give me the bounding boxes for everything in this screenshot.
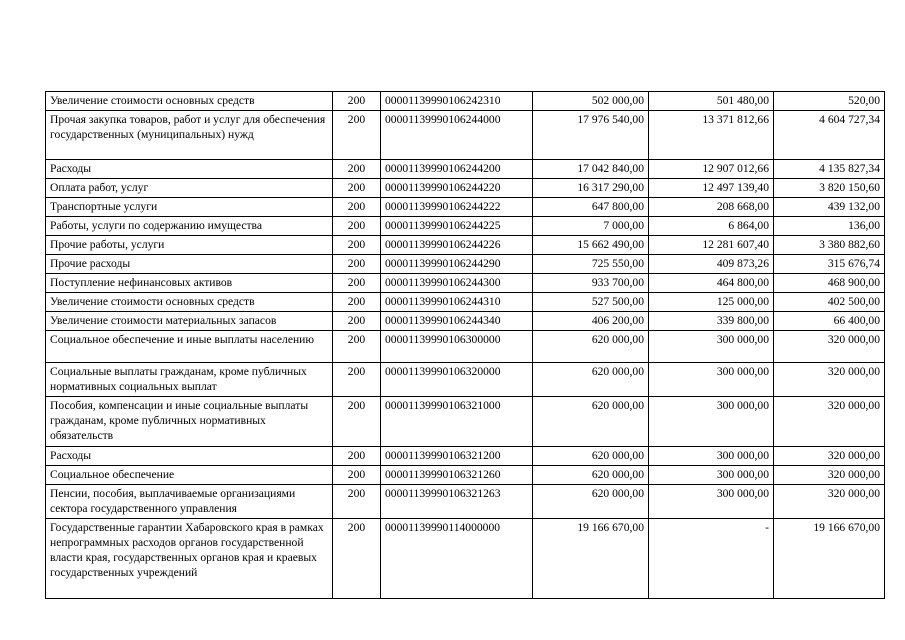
row-unexecuted-cell: 468 900,00 — [774, 274, 885, 293]
row-unexecuted-cell: 3 820 150,60 — [774, 179, 885, 198]
row-code-cell: 200 — [333, 447, 381, 466]
row-executed-cell: 300 000,00 — [649, 331, 774, 363]
table-row — [46, 92, 885, 111]
table-row — [46, 274, 885, 293]
row-name-cell: Социальные выплаты гражданам, кроме публичных нормативных социальных выплат — [46, 363, 333, 397]
row-code-cell: 200 — [333, 312, 381, 331]
row-code-cell: 200 — [333, 519, 381, 599]
table-row — [46, 255, 885, 274]
table-row — [46, 447, 885, 466]
row-approved-cell: 620 000,00 — [533, 397, 649, 447]
row-approved-cell: 7 000,00 — [533, 217, 649, 236]
budget-execution-table — [45, 91, 885, 599]
row-executed-cell: 339 800,00 — [649, 312, 774, 331]
row-code-cell: 200 — [333, 466, 381, 485]
table-row — [46, 485, 885, 519]
row-executed-cell: 12 281 607,40 — [649, 236, 774, 255]
row-unexecuted-cell: 136,00 — [774, 217, 885, 236]
row-executed-cell: - — [649, 519, 774, 599]
row-name-cell: Работы, услуги по содержанию имущества — [46, 217, 333, 236]
row-code-cell: 200 — [333, 397, 381, 447]
row-unexecuted-cell: 402 500,00 — [774, 293, 885, 312]
row-approved-cell: 647 800,00 — [533, 198, 649, 217]
table-row — [46, 179, 885, 198]
row-kbk-cell: 00001139990106244220 — [381, 179, 533, 198]
table-row — [46, 519, 885, 599]
table-row — [46, 198, 885, 217]
row-kbk-cell: 00001139990106244000 — [381, 111, 533, 160]
row-kbk-cell: 00001139990106321260 — [381, 466, 533, 485]
row-unexecuted-cell: 4 135 827,34 — [774, 160, 885, 179]
row-kbk-cell: 00001139990114000000 — [381, 519, 533, 599]
row-kbk-cell: 00001139990106244340 — [381, 312, 533, 331]
row-name-cell: Прочая закупка товаров, работ и услуг для обеспечения государственных (муниципальных) нужд — [46, 111, 333, 160]
row-name-cell: Пенсии, пособия, выплачиваемые организациями сектора государственного управления — [46, 485, 333, 519]
row-approved-cell: 933 700,00 — [533, 274, 649, 293]
row-executed-cell: 300 000,00 — [649, 363, 774, 397]
row-kbk-cell: 00001139990106244300 — [381, 274, 533, 293]
row-name-cell: Пособия, компенсации и иные социальные выплаты гражданам, кроме публичных нормативных обязательств — [46, 397, 333, 447]
row-approved-cell: 19 166 670,00 — [533, 519, 649, 599]
row-unexecuted-cell: 320 000,00 — [774, 485, 885, 519]
row-name-cell: Увеличение стоимости материальных запасов — [46, 312, 333, 331]
row-executed-cell: 300 000,00 — [649, 466, 774, 485]
table-row — [46, 111, 885, 160]
row-executed-cell: 501 480,00 — [649, 92, 774, 111]
row-kbk-cell: 00001139990106300000 — [381, 331, 533, 363]
row-kbk-cell: 00001139990106244200 — [381, 160, 533, 179]
row-unexecuted-cell: 320 000,00 — [774, 331, 885, 363]
row-unexecuted-cell: 320 000,00 — [774, 466, 885, 485]
row-code-cell: 200 — [333, 160, 381, 179]
row-executed-cell: 125 000,00 — [649, 293, 774, 312]
row-name-cell: Транспортные услуги — [46, 198, 333, 217]
row-unexecuted-cell: 320 000,00 — [774, 397, 885, 447]
row-code-cell: 200 — [333, 198, 381, 217]
row-approved-cell: 527 500,00 — [533, 293, 649, 312]
table-row — [46, 293, 885, 312]
row-executed-cell: 13 371 812,66 — [649, 111, 774, 160]
row-executed-cell: 6 864,00 — [649, 217, 774, 236]
row-executed-cell: 409 873,26 — [649, 255, 774, 274]
table-row — [46, 312, 885, 331]
row-approved-cell: 620 000,00 — [533, 331, 649, 363]
row-kbk-cell: 00001139990106320000 — [381, 363, 533, 397]
row-name-cell: Расходы — [46, 447, 333, 466]
row-unexecuted-cell: 320 000,00 — [774, 363, 885, 397]
row-kbk-cell: 00001139990106244222 — [381, 198, 533, 217]
row-code-cell: 200 — [333, 179, 381, 198]
row-executed-cell: 464 800,00 — [649, 274, 774, 293]
table-row — [46, 363, 885, 397]
row-approved-cell: 502 000,00 — [533, 92, 649, 111]
row-name-cell: Оплата работ, услуг — [46, 179, 333, 198]
row-kbk-cell: 00001139990106244310 — [381, 293, 533, 312]
row-name-cell: Социальное обеспечение и иные выплаты населению — [46, 331, 333, 363]
row-approved-cell: 16 317 290,00 — [533, 179, 649, 198]
row-approved-cell: 620 000,00 — [533, 363, 649, 397]
row-name-cell: Расходы — [46, 160, 333, 179]
row-unexecuted-cell: 320 000,00 — [774, 447, 885, 466]
row-kbk-cell: 00001139990106321263 — [381, 485, 533, 519]
row-kbk-cell: 00001139990106244225 — [381, 217, 533, 236]
row-code-cell: 200 — [333, 485, 381, 519]
row-unexecuted-cell: 3 380 882,60 — [774, 236, 885, 255]
row-code-cell: 200 — [333, 217, 381, 236]
row-executed-cell: 208 668,00 — [649, 198, 774, 217]
row-unexecuted-cell: 439 132,00 — [774, 198, 885, 217]
row-executed-cell: 12 497 139,40 — [649, 179, 774, 198]
row-name-cell: Увеличение стоимости основных средств — [46, 293, 333, 312]
row-name-cell: Увеличение стоимости основных средств — [46, 92, 333, 111]
table-row — [46, 236, 885, 255]
row-name-cell: Социальное обеспечение — [46, 466, 333, 485]
row-unexecuted-cell: 4 604 727,34 — [774, 111, 885, 160]
row-kbk-cell: 00001139990106244226 — [381, 236, 533, 255]
row-name-cell: Поступление нефинансовых активов — [46, 274, 333, 293]
row-approved-cell: 620 000,00 — [533, 485, 649, 519]
row-kbk-cell: 00001139990106242310 — [381, 92, 533, 111]
row-approved-cell: 620 000,00 — [533, 466, 649, 485]
table-row — [46, 466, 885, 485]
row-executed-cell: 300 000,00 — [649, 485, 774, 519]
row-approved-cell: 620 000,00 — [533, 447, 649, 466]
row-kbk-cell: 00001139990106321200 — [381, 447, 533, 466]
row-approved-cell: 15 662 490,00 — [533, 236, 649, 255]
row-code-cell: 200 — [333, 331, 381, 363]
row-code-cell: 200 — [333, 255, 381, 274]
table-row — [46, 397, 885, 447]
row-kbk-cell: 00001139990106244290 — [381, 255, 533, 274]
row-name-cell: Государственные гарантии Хабаровского края в рамках непрограммных расходов органов государственной власти края, государственных органов края и краевых государственных учреждений — [46, 519, 333, 599]
row-approved-cell: 406 200,00 — [533, 312, 649, 331]
row-code-cell: 200 — [333, 236, 381, 255]
row-unexecuted-cell: 520,00 — [774, 92, 885, 111]
table-row — [46, 160, 885, 179]
row-unexecuted-cell: 66 400,00 — [774, 312, 885, 331]
row-approved-cell: 725 550,00 — [533, 255, 649, 274]
row-name-cell: Прочие расходы — [46, 255, 333, 274]
table-row — [46, 217, 885, 236]
row-executed-cell: 300 000,00 — [649, 397, 774, 447]
table-row — [46, 331, 885, 363]
row-executed-cell: 12 907 012,66 — [649, 160, 774, 179]
row-code-cell: 200 — [333, 92, 381, 111]
row-approved-cell: 17 042 840,00 — [533, 160, 649, 179]
row-unexecuted-cell: 19 166 670,00 — [774, 519, 885, 599]
row-kbk-cell: 00001139990106321000 — [381, 397, 533, 447]
row-unexecuted-cell: 315 676,74 — [774, 255, 885, 274]
row-code-cell: 200 — [333, 111, 381, 160]
row-code-cell: 200 — [333, 293, 381, 312]
row-executed-cell: 300 000,00 — [649, 447, 774, 466]
row-code-cell: 200 — [333, 363, 381, 397]
row-name-cell: Прочие работы, услуги — [46, 236, 333, 255]
row-code-cell: 200 — [333, 274, 381, 293]
table-body — [46, 92, 885, 599]
row-approved-cell: 17 976 540,00 — [533, 111, 649, 160]
